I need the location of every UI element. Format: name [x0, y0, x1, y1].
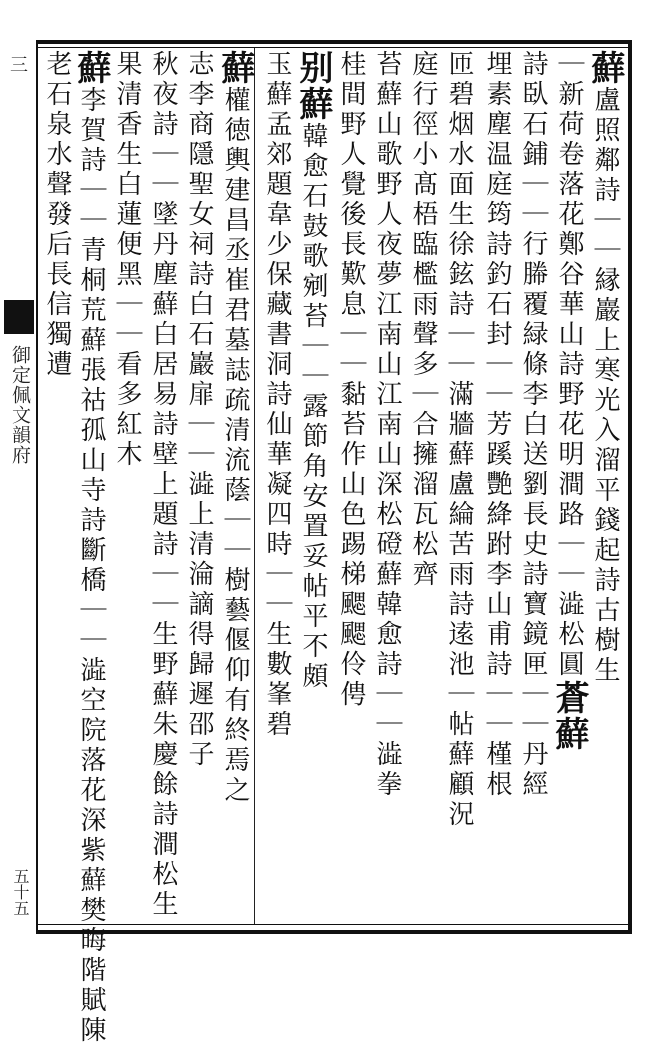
headword: 蘚	[215, 50, 255, 86]
frame-bottom-inner-rule	[36, 924, 632, 925]
text-column-14	[110, 50, 144, 920]
text-column-6	[406, 50, 440, 920]
column-text: 果清香生白蓮便黑｜｜看多紅木	[112, 50, 142, 470]
text-column-8	[334, 50, 368, 920]
headword: 蘚	[585, 50, 625, 86]
text-column-11	[215, 50, 255, 920]
column-text: 志李商隱聖女祠詩白石巖扉｜｜澁上清淪謫得歸遲邵子	[184, 50, 214, 770]
column-text: 韓愈石鼓歌剜苔｜｜露節角安置妥帖平不頗	[298, 122, 328, 692]
text-column-1	[585, 50, 625, 920]
headword: 蘚	[71, 50, 111, 86]
margin-page-number: 五十五	[11, 868, 30, 916]
margin-fishtail	[4, 300, 34, 334]
column-text: 庭行徑小髙梧臨檻雨聲多｜合擁溜瓦松齊	[408, 50, 438, 590]
column-text: 秋夜詩｜｜墜丹塵蘚白居易詩壁上題詩｜｜生野蘚朱慶餘詩澗松生	[148, 50, 178, 920]
column-text: ｜新荷卷落花鄭谷華山詩野花明澗路｜｜澁松圓	[554, 50, 584, 680]
text-column-13	[146, 50, 180, 920]
column-text: 玉蘚孟郊題韋少保藏書洞詩仙華凝四時｜｜生數峯碧	[262, 50, 292, 740]
column-text: 匝碧烟水面生徐鉉詩｜｜滿牆蘚盧綸苦雨詩逺池｜帖蘚顧況	[444, 50, 474, 830]
column-text: 權徳輿建昌丞崔君墓誌疏清流蔭｜｜樹藝偃仰有終焉之	[220, 86, 250, 806]
margin-strip	[0, 40, 37, 934]
column-text: 盧照鄰詩｜｜縁巖上寒光入溜平錢起詩古樹生	[590, 86, 620, 686]
column-text: 桂間野人覺後長歎息｜｜黏苔作山色踢梯颸颸伶俜	[336, 50, 366, 710]
column-text: 老石泉水聲發后長信獨遭	[42, 50, 72, 380]
text-column-12	[182, 50, 216, 920]
text-column-9	[293, 50, 333, 920]
frame-left-rule	[36, 40, 38, 934]
headword: 别蘚	[293, 50, 333, 122]
frame-bottom-rule	[36, 930, 632, 934]
text-column-10	[260, 50, 294, 920]
text-column-3	[516, 50, 550, 920]
text-column-15	[71, 50, 111, 1046]
column-text: 苔蘚山歌野人夜夢江南山江南山深松磴蘚韓愈詩｜｜澁拳	[372, 50, 402, 800]
text-column-16	[40, 50, 74, 920]
frame-right-rule	[628, 40, 632, 934]
text-column-2	[549, 50, 589, 920]
frame-top-inner-rule	[36, 47, 632, 48]
margin-book-title: 御定佩文韻府	[9, 345, 31, 465]
column-text: 詩臥石鋪｜｜行幐覆緑條李白送劉長史詩寶鏡匣｜｜丹經	[518, 50, 548, 800]
text-column-5	[442, 50, 476, 920]
text-column-4	[480, 50, 514, 920]
text-column-7	[370, 50, 404, 920]
column-text: 埋素塵温庭筠詩釣石封｜｜芳蹊艷絳跗李山甫詩｜｜槿根	[482, 50, 512, 800]
frame-top-rule	[36, 40, 632, 44]
column-text: 李賀詩｜｜青桐荒蘚張祜孤山寺詩斷橋｜｜澁空院落花深紫蘚樊晦階賦陳	[76, 86, 106, 1046]
headword: 蒼蘚	[549, 680, 589, 752]
column-divider	[254, 48, 255, 924]
margin-mark: 三	[7, 55, 28, 73]
